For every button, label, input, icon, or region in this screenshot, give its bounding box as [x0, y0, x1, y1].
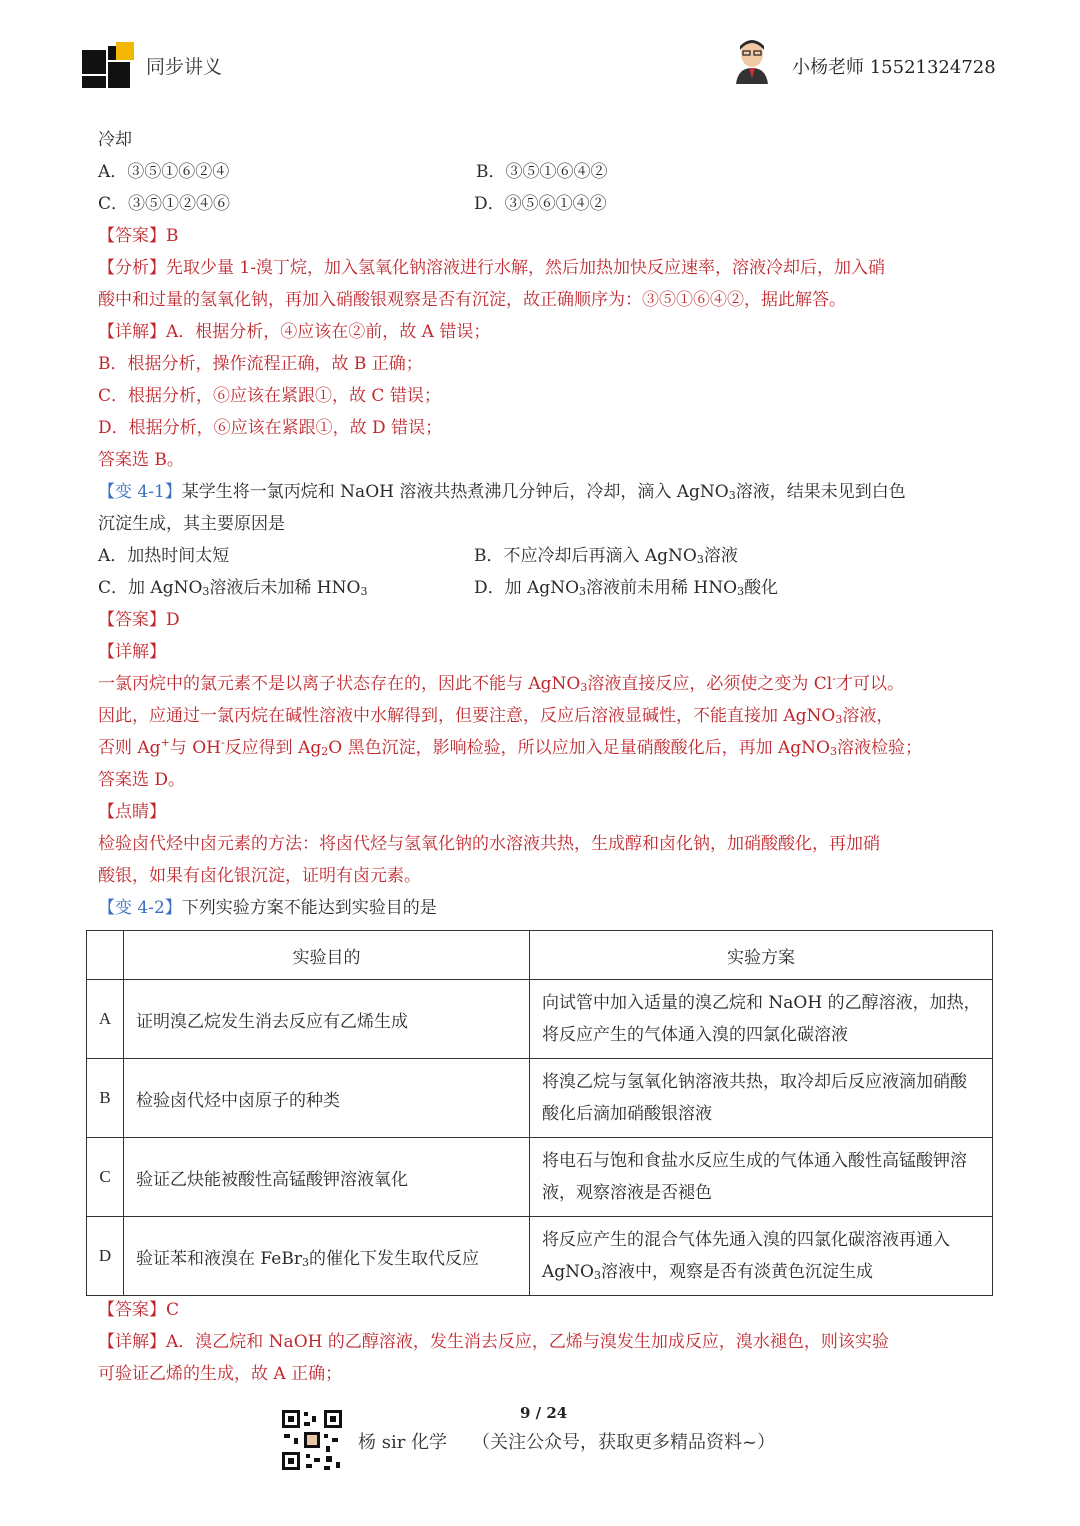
detail-line: 因此，应通过一氯丙烷在碱性溶液中水解得到，但要注意，反应后溶液显碱性，不能直接加 AgNO$_3$溶液，: [98, 706, 894, 726]
row-label: A: [87, 980, 124, 1059]
page-footer: [0, 1400, 1080, 1526]
table-row: [87, 980, 993, 1059]
table-row: [87, 1059, 993, 1138]
option-a: A．加热时间太短: [98, 546, 230, 566]
option-d: D．③⑤⑥①④②: [474, 194, 607, 214]
goal-cell: 验证苯和液溴在 FeBr$_3$的催化下发生取代反应: [124, 1217, 530, 1296]
goal-cell: 证明溴乙烷发生消去反应有乙烯生成: [124, 980, 530, 1059]
answer-line: 【答案】D: [98, 610, 180, 630]
option-b: B．不应冷却后再滴入 AgNO$_3$溶液: [474, 546, 738, 566]
plan-cell: 向试管中加入适量的溴乙烷和 NaOH 的乙醇溶液，加热，将反应产生的气体通入溴的四氯化碳溶液: [530, 980, 993, 1059]
detail-line: D．根据分析，⑥应该在紧跟①，故 D 错误；: [98, 418, 443, 438]
post-table-content: [98, 1294, 983, 1390]
main-content: [98, 124, 983, 924]
variant-tag: 【变 4-1】: [98, 482, 182, 502]
analysis-line: 酸中和过量的氢氧化钠，再加入硝酸银观察是否有沉淀，故正确顺序为：③⑤①⑥④②，据此解答。: [98, 290, 846, 310]
teacher-avatar-icon: [732, 38, 772, 84]
detail-line: 【详解】A．溴乙烷和 NaOH 的乙醇溶液，发生消去反应，乙烯与溴发生加成反应，溴水褪色，则该实验: [98, 1332, 889, 1352]
brand-logo-icon: [80, 42, 136, 88]
goal-cell: 验证乙炔能被酸性高锰酸钾溶液氧化: [124, 1138, 530, 1217]
answer-line: 【答案】C: [98, 1300, 180, 1320]
option-c: C．加 AgNO$_3$溶液后未加稀 $HNO_3$: [98, 578, 368, 598]
column-header-plan: 实验方案: [530, 931, 993, 980]
teacher-contact: 小杨老师 15521324728: [792, 57, 996, 78]
table-row: [87, 1217, 993, 1296]
table-corner-cell: [87, 931, 124, 980]
detail-line: C．根据分析，⑥应该在紧跟①，故 C 错误；: [98, 386, 441, 406]
tip-line: 检验卤代烃中卤元素的方法：将卤代烃与氢氧化钠的水溶液共热，生成醇和卤化钠，加硝酸酸化，再加硝: [98, 834, 880, 854]
option-row: [98, 188, 983, 220]
conclusion-line: 答案选 B。: [98, 450, 184, 470]
table-header-row: [87, 931, 993, 980]
header-title: 同步讲义: [146, 56, 223, 78]
tip-line: 酸银，如果有卤化银沉淀，证明有卤元素。: [98, 866, 421, 886]
analysis-line: 【分析】先取少量 1-溴丁烷，加入氢氧化钠溶液进行水解，然后加热加快反应速率，溶液冷却后，加入硝: [98, 258, 885, 278]
row-label: D: [87, 1217, 124, 1296]
detail-line: 可验证乙烯的生成，故 A 正确；: [98, 1364, 343, 1384]
option-b: B．③⑤①⑥④②: [476, 162, 608, 182]
conclusion-line: 答案选 D。: [98, 770, 186, 790]
goal-cell: 检验卤代烃中卤原子的种类: [124, 1059, 530, 1138]
option-c: C．③⑤①②④⑥: [98, 194, 231, 214]
variant-tag: 【变 4-2】: [98, 898, 182, 918]
detail-line: 【详解】A．根据分析，④应该在②前，故 A 错误；: [98, 322, 491, 342]
detail-line: B．根据分析，操作流程正确，故 B 正确；: [98, 354, 423, 374]
row-label: B: [87, 1059, 124, 1138]
page-number: 9 / 24: [520, 1404, 568, 1422]
detail-line: 否则 Ag+与 OH-反应得到 $Ag_2O$ 黑色沉淀，影响检验，所以应加入足量硝酸酸化后，再加 AgNO$_3$溶液检验；: [98, 736, 922, 758]
option-row: [98, 572, 983, 604]
footer-brand: 杨 sir 化学: [358, 1432, 448, 1453]
column-header-goal: 实验目的: [124, 931, 530, 980]
variant-4-1-stem: 【变 4-1】某学生将一氯丙烷和 NaOH 溶液共热煮沸几分钟后，冷却，滴入 AgNO$_3$溶液，结果未见到白色: [98, 482, 906, 502]
option-row: [98, 156, 983, 188]
option-row: [98, 540, 983, 572]
qr-code-icon[interactable]: [280, 1408, 344, 1472]
plan-cell: 将溴乙烷与氢氧化钠溶液共热，取冷却后反应液滴加硝酸酸化后滴加硝酸银溶液: [530, 1059, 993, 1138]
page-header: [0, 0, 1080, 110]
experiment-table: [86, 930, 993, 1296]
plan-cell: 将电石与饱和食盐水反应生成的气体通入酸性高锰酸钾溶液，观察溶液是否褪色: [530, 1138, 993, 1217]
variant-4-2-stem: 【变 4-2】下列实验方案不能达到实验目的是: [98, 898, 437, 918]
question-tail: 冷却: [98, 130, 132, 150]
tip-label: 【点睛】: [98, 802, 166, 822]
table-row: [87, 1138, 993, 1217]
plan-cell: 将反应产生的混合气体先通入溴的四氯化碳溶液再通入 AgNO$_3$溶液中，观察是否有淡黄色沉淀生成: [530, 1217, 993, 1296]
row-label: C: [87, 1138, 124, 1217]
option-a: A．③⑤①⑥②④: [98, 162, 230, 182]
variant-4-1-stem-cont: 沉淀生成，其主要原因是: [98, 514, 285, 534]
option-d: D．加 AgNO$_3$溶液前未用稀 $HNO_3$酸化: [474, 578, 779, 598]
answer-line: 【答案】B: [98, 226, 179, 246]
footer-note: （关注公众号，获取更多精品资料~）: [472, 1432, 776, 1453]
detail-label: 【详解】: [98, 642, 166, 662]
detail-line: 一氯丙烷中的氯元素不是以离子状态存在的，因此不能与 AgNO$_3$溶液直接反应，必须使之变为 Cl-才可以。: [98, 672, 904, 694]
